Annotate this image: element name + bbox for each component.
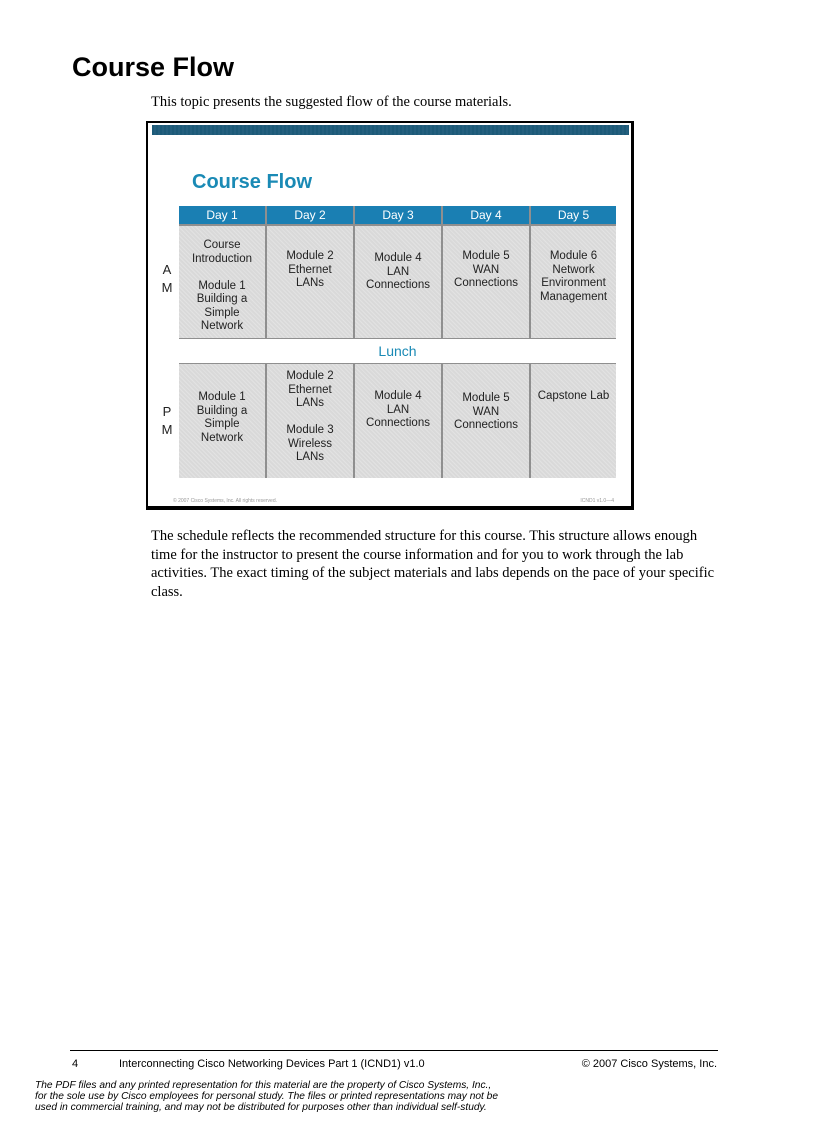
disclaimer-line: used in commercial training, and may not be distributed for purposes other than individual self-study. bbox=[35, 1102, 487, 1113]
footer-copyright: © 2007 Cisco Systems, Inc. bbox=[581, 1058, 717, 1070]
slide-number: ICND1 v1.0—4 bbox=[580, 498, 614, 504]
am-cell-day5 bbox=[531, 226, 616, 338]
am-cell-text: Module 2 Ethernet LANs bbox=[286, 250, 334, 289]
pm-label-letter: P bbox=[162, 404, 172, 419]
disclaimer-line: The PDF files and any printed representation for this material are the property of Cisco Systems, Inc., bbox=[35, 1080, 492, 1091]
pm-cell-day4 bbox=[443, 364, 529, 478]
schedule-grid bbox=[179, 206, 616, 478]
pm-label bbox=[161, 403, 173, 439]
am-cell-day4 bbox=[443, 226, 529, 338]
am-cell-text: Module 4 LAN Connections bbox=[366, 252, 430, 291]
day-header: Day 4 bbox=[443, 206, 529, 224]
am-cell-day2 bbox=[267, 226, 353, 338]
am-cell-text: Module 6 Network Environment Management bbox=[539, 250, 608, 303]
pm-cell-text: Module 2 Ethernet LANs Module 3 Wireless LANs bbox=[286, 370, 334, 463]
day-header: Day 3 bbox=[355, 206, 441, 224]
day-header: Day 5 bbox=[531, 206, 616, 224]
pm-cell-day1 bbox=[179, 364, 265, 478]
am-label-letter: M bbox=[161, 280, 173, 295]
disclaimer-line: for the sole use by Cisco employees for personal study. The files or printed representations may not be bbox=[35, 1091, 499, 1102]
page-heading: Course Flow bbox=[72, 52, 235, 82]
day-header: Day 2 bbox=[267, 206, 353, 224]
footer-page-number: 4 bbox=[72, 1058, 79, 1070]
lunch-row: Lunch bbox=[179, 339, 616, 363]
day-header: Day 1 bbox=[179, 206, 265, 224]
body-paragraph: The schedule reflects the recommended structure for this course. This structure allows enough time for the instructor to present the course information and for you to work through the lab activities. The exact timing of the subject materials and labs depends on the pace of your specific class. bbox=[151, 528, 715, 600]
intro-text: This topic presents the suggested flow of the course materials. bbox=[151, 94, 512, 110]
pm-cell-text: Module 1 Building a Simple Network bbox=[196, 391, 248, 444]
am-cell-day1 bbox=[179, 226, 265, 338]
footer-divider bbox=[70, 1050, 718, 1051]
slide-title: Course Flow bbox=[192, 171, 313, 193]
pm-cell-day5 bbox=[531, 364, 616, 478]
slide-copyright: © 2007 Cisco Systems, Inc. All rights reserved. bbox=[173, 498, 278, 504]
am-cell-text: Course Introduction Module 1 Building a Simple Network bbox=[191, 239, 253, 332]
am-label bbox=[161, 261, 173, 297]
disclaimer bbox=[35, 1080, 595, 1113]
am-label-letter: A bbox=[162, 262, 172, 277]
pm-cell-text: Module 4 LAN Connections bbox=[366, 390, 430, 429]
pm-cell-day3 bbox=[355, 364, 441, 478]
pm-cell-text: Capstone Lab bbox=[537, 390, 610, 402]
pm-label-letter: M bbox=[161, 422, 173, 437]
slide-top-bar bbox=[152, 125, 629, 135]
pm-cell-day2 bbox=[267, 364, 353, 478]
am-cell-day3 bbox=[355, 226, 441, 338]
pm-cell-text: Module 5 WAN Connections bbox=[454, 392, 518, 431]
course-flow-slide bbox=[146, 121, 634, 510]
footer-title: Interconnecting Cisco Networking Devices Part 1 (ICND1) v1.0 bbox=[119, 1058, 425, 1070]
am-cell-text: Module 5 WAN Connections bbox=[454, 250, 518, 289]
